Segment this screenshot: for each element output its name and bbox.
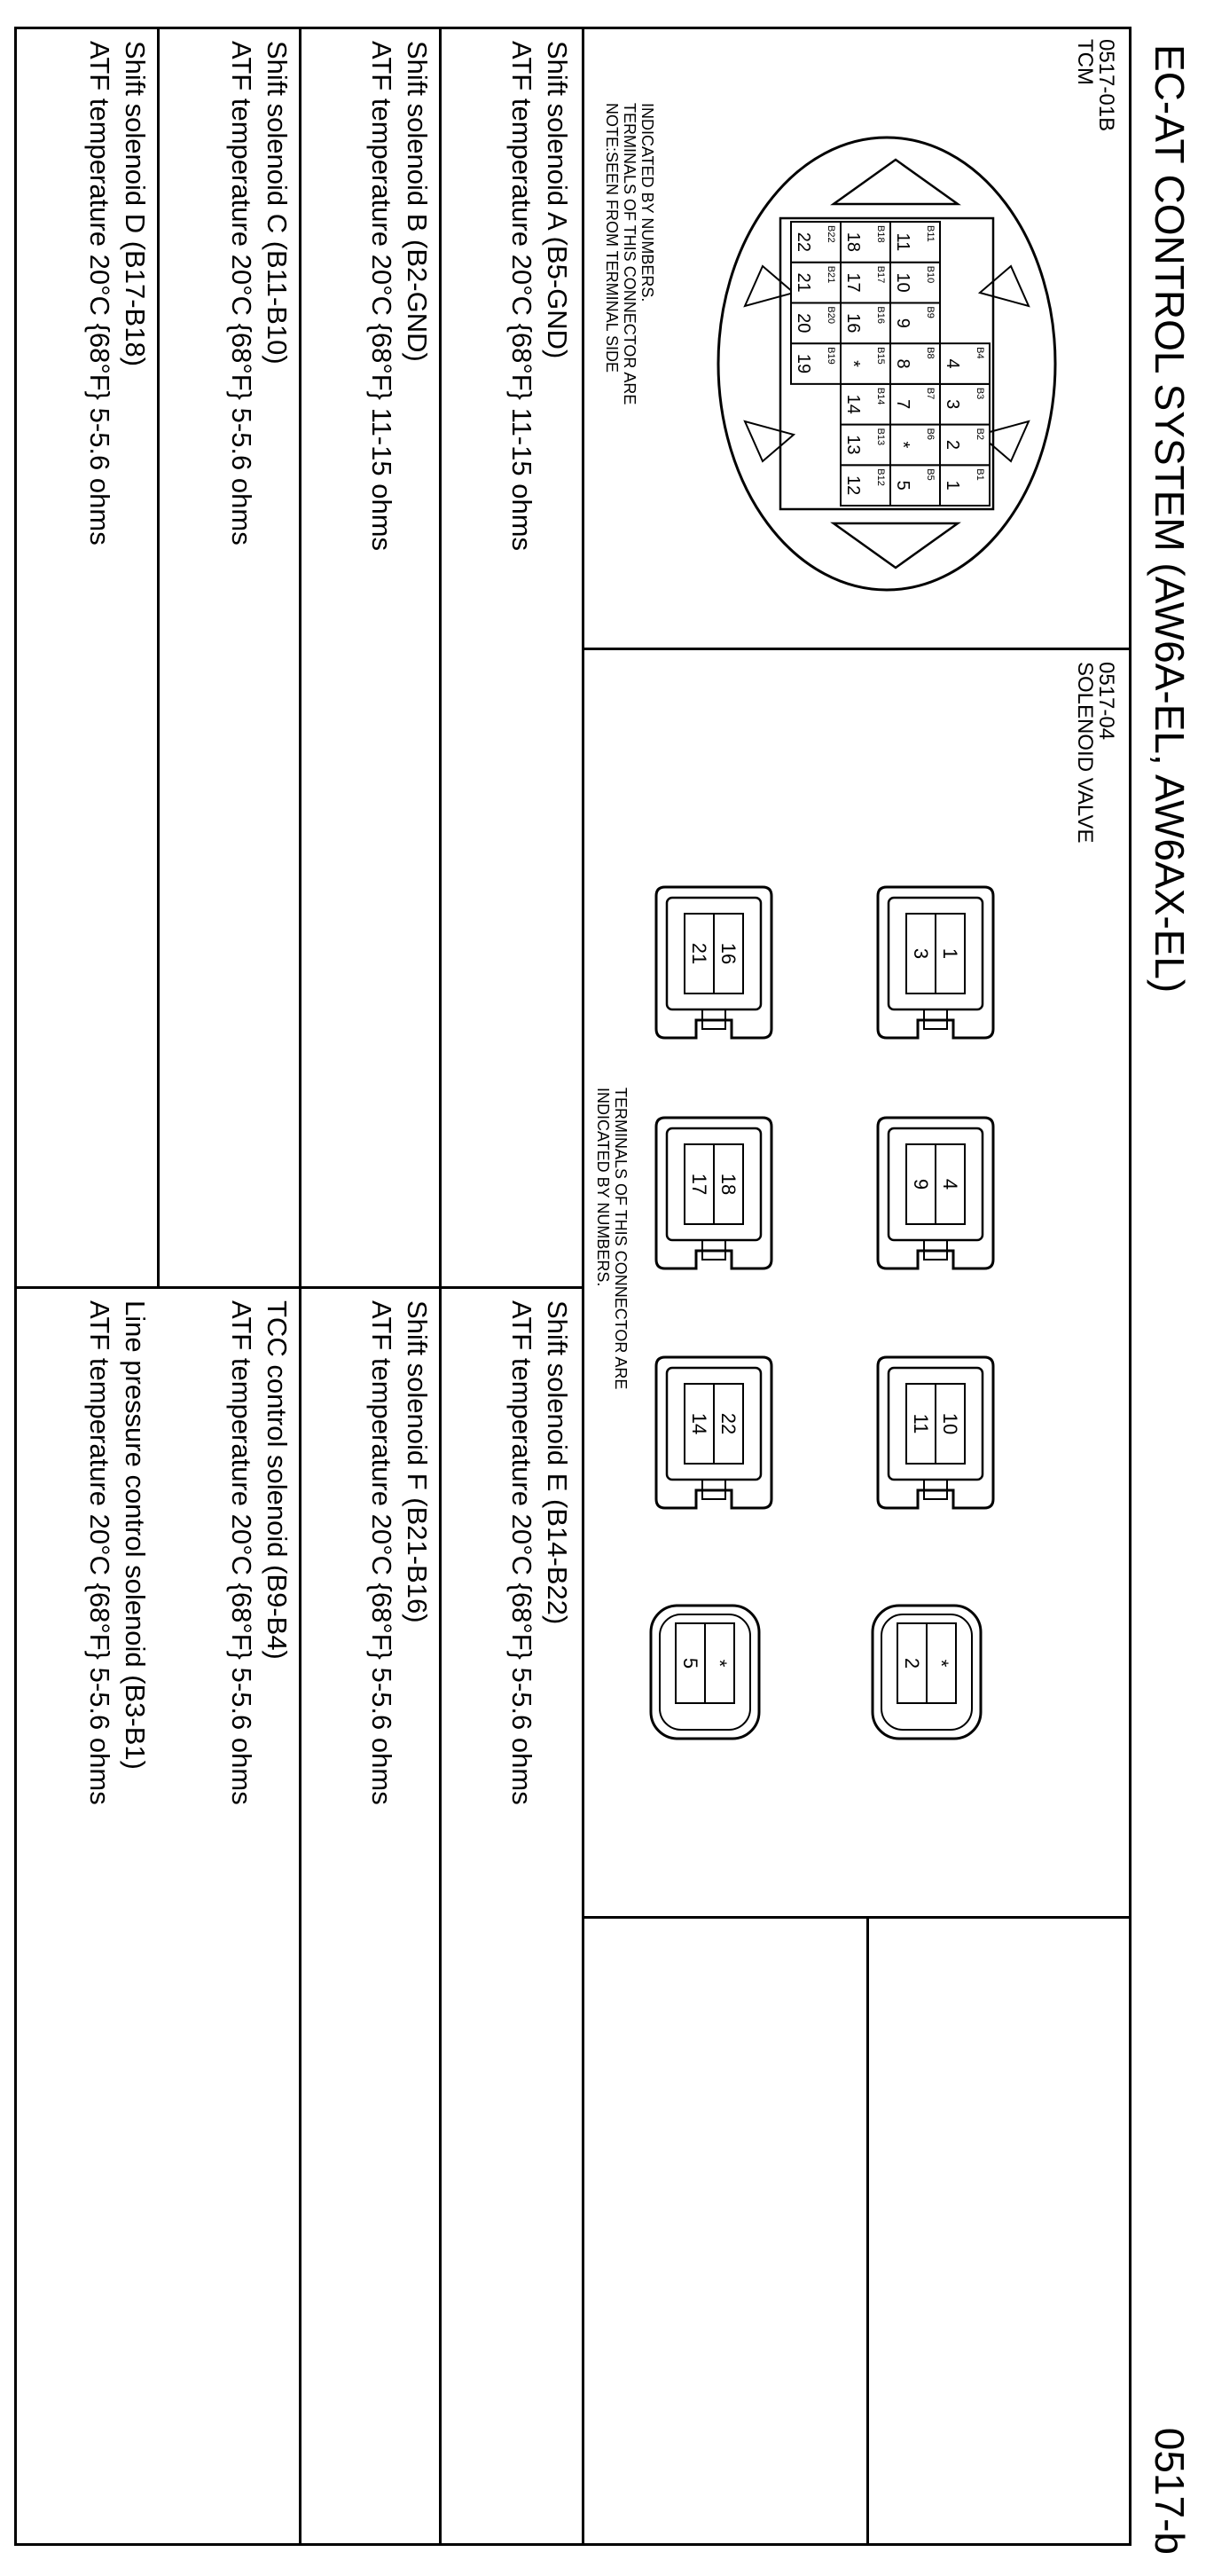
tcm-left-key xyxy=(834,160,958,204)
solenoid-terminal-left-5: 10 xyxy=(939,1412,961,1435)
spec-f-line1: Shift solenoid F (B21-B16) xyxy=(402,1300,433,1623)
tcm-bottom-left-key xyxy=(745,266,794,306)
spec-table-column-divider xyxy=(14,1286,582,1289)
tcm-terminal-label-bot-0: B19 xyxy=(826,347,836,365)
tcm-terminal-label-r2-2: B14 xyxy=(875,387,886,405)
tcm-terminal-number-r2-5: 17 xyxy=(843,272,863,293)
solenoid-connector-7 xyxy=(860,1588,993,1756)
solenoid-terminal-left-2: 16 xyxy=(717,942,740,965)
solenoid-terminal-right-3: 9 xyxy=(910,1178,932,1190)
divider-solenoid-empty xyxy=(582,1916,1132,1919)
spec-lp-line2: ATF temperature 20°C {68°F} 5-5.6 ohms xyxy=(84,1300,115,1805)
solenoid-connector-name: SOLENOID VALVE xyxy=(1073,662,1097,844)
tcm-connector-code: 0517-01B xyxy=(1094,39,1118,132)
tcm-terminal-number-r2-0: 12 xyxy=(843,475,863,496)
tcm-terminal-label-top-2: B3 xyxy=(975,387,985,400)
tcm-terminal-number-r1-6: 11 xyxy=(893,232,912,252)
tcm-right-key xyxy=(834,523,958,568)
solenoid-connector-4 xyxy=(647,1109,780,1277)
tcm-terminal-label-r2-0: B12 xyxy=(875,468,886,486)
solenoid-connector-3 xyxy=(869,1109,1002,1277)
spec-a-line1: Shift solenoid A (B5-GND) xyxy=(542,41,573,359)
solenoid-terminal-right-8: 5 xyxy=(679,1657,701,1669)
tcm-terminal-number-r2-4: 16 xyxy=(843,313,863,334)
tcm-terminal-label-r2-3: B15 xyxy=(875,347,886,365)
solenoid-terminal-left-3: 4 xyxy=(939,1178,961,1190)
spec-e-line2: ATF temperature 20°C {68°F} 5-5.6 ohms xyxy=(506,1300,537,1805)
tcm-terminal-label-r2-1: B13 xyxy=(875,428,886,446)
tcm-terminal-label-r1-0: B5 xyxy=(925,468,936,481)
tcm-terminal-label-top-0: B1 xyxy=(975,468,985,481)
solenoid-connector-1 xyxy=(869,878,1002,1047)
solenoid-connector-6 xyxy=(647,1348,780,1517)
spec-f-line2: ATF temperature 20°C {68°F} 5-5.6 ohms xyxy=(366,1300,397,1805)
tcm-note-line1: TERMINALS OF THIS CONNECTOR ARE xyxy=(621,103,638,405)
solenoid-terminal-right-4: 17 xyxy=(688,1173,710,1196)
spec-row-divider-1 xyxy=(439,27,442,2546)
tcm-terminal-label-r2-5: B17 xyxy=(875,265,886,284)
spec-b-line2: ATF temperature 20°C {68°F} 11-15 ohms xyxy=(366,41,397,552)
tcm-terminal-label-r1-5: B10 xyxy=(925,265,936,284)
solenoid-terminal-left-1: 1 xyxy=(939,947,961,960)
divider-empty-cells xyxy=(866,1916,869,2546)
tcm-terminal-number-bot-1: 20 xyxy=(794,313,813,334)
tcm-terminal-number-top-1: 2 xyxy=(943,439,962,450)
spec-e-line1: Shift solenoid E (B14-B22) xyxy=(542,1300,573,1625)
solenoid-terminal-left-6: 22 xyxy=(717,1412,740,1435)
spec-row-divider-3 xyxy=(157,27,160,1286)
tcm-terminal-number-r1-1: * xyxy=(893,441,912,449)
tcm-terminal-number-r2-2: 14 xyxy=(843,394,863,414)
tcm-terminal-label-bot-1: B20 xyxy=(826,306,836,325)
divider-tcm-solenoid xyxy=(582,648,1132,650)
spec-lp-line1: Line pressure control solenoid (B3-B1) xyxy=(120,1300,151,1770)
tcm-terminal-number-r2-1: 13 xyxy=(843,435,863,455)
spec-b-line1: Shift solenoid B (B2-GND) xyxy=(402,41,433,362)
spec-c-line1: Shift solenoid C (B11-B10) xyxy=(262,41,293,365)
tcm-terminal-label-top-3: B4 xyxy=(975,347,985,359)
solenoid-terminal-left-7: * xyxy=(930,1659,952,1668)
tcm-bottom-right-key xyxy=(745,421,794,461)
tcm-terminal-label-r1-3: B8 xyxy=(925,347,936,359)
spec-row-divider-2 xyxy=(299,27,302,2546)
solenoid-terminal-right-5: 11 xyxy=(910,1413,932,1434)
tcm-terminal-label-top-1: B2 xyxy=(975,428,985,441)
tcm-terminal-label-r1-2: B7 xyxy=(925,387,936,400)
tcm-terminal-number-top-0: 1 xyxy=(943,480,962,491)
tcm-terminal-label-r2-6: B18 xyxy=(875,225,886,243)
tcm-terminal-number-r1-3: 8 xyxy=(893,358,912,369)
solenoid-terminal-right-2: 21 xyxy=(688,942,710,965)
tcm-terminal-number-bot-0: 19 xyxy=(794,353,813,374)
spec-c-line2: ATF temperature 20°C {68°F} 5-5.6 ohms xyxy=(226,41,257,546)
tcm-terminal-number-bot-3: 22 xyxy=(794,232,813,252)
tcm-terminal-label-r1-1: B6 xyxy=(925,428,936,441)
tcm-top-left-key xyxy=(980,266,1029,306)
tcm-note-line2: INDICATED BY NUMBERS. xyxy=(638,103,656,302)
tcm-terminal-number-bot-2: 21 xyxy=(794,272,813,293)
solenoid-terminal-right-7: 2 xyxy=(901,1657,923,1669)
tcm-note-line3: NOTE:SEEN FROM TERMINAL SIDE xyxy=(603,103,621,373)
solenoid-terminal-right-6: 14 xyxy=(688,1412,710,1435)
solenoid-terminal-left-8: * xyxy=(709,1659,731,1668)
spec-a-line2: ATF temperature 20°C {68°F} 11-15 ohms xyxy=(506,41,537,552)
solenoid-terminal-right-1: 3 xyxy=(910,947,932,960)
tcm-terminal-number-r1-0: 5 xyxy=(893,480,912,491)
spec-tcc-line2: ATF temperature 20°C {68°F} 5-5.6 ohms xyxy=(226,1300,257,1805)
solenoid-connector-2 xyxy=(647,878,780,1047)
tcm-terminal-label-r2-4: B16 xyxy=(875,306,886,325)
tcm-terminal-number-r1-5: 10 xyxy=(893,272,912,293)
tcm-terminal-label-bot-3: B22 xyxy=(826,225,836,243)
spec-d-line2: ATF temperature 20°C {68°F} 5-5.6 ohms xyxy=(84,41,115,546)
tcm-terminal-number-top-2: 3 xyxy=(943,399,962,410)
solenoid-terminal-left-4: 18 xyxy=(717,1173,740,1196)
tcm-terminal-label-bot-2: B21 xyxy=(826,265,836,284)
solenoid-connector-5 xyxy=(869,1348,1002,1517)
tcm-terminal-cells xyxy=(791,222,990,506)
tcm-terminal-number-r1-2: 7 xyxy=(893,399,912,410)
spec-tcc-line1: TCC control solenoid (B9-B4) xyxy=(262,1300,293,1660)
tcm-terminal-label-r1-4: B9 xyxy=(925,306,936,318)
tcm-terminal-number-r1-4: 9 xyxy=(893,318,912,328)
tcm-connector-name: TCM xyxy=(1073,39,1097,85)
spec-d-line1: Shift solenoid D (B17-B18) xyxy=(120,41,151,367)
solenoid-note-line2: INDICATED BY NUMBERS. xyxy=(594,1088,612,1287)
solenoid-connector-code: 0517-04 xyxy=(1094,662,1118,741)
page-title: EC-AT CONTROL SYSTEM (AW6A-EL, AW6AX-EL) xyxy=(1147,44,1193,993)
tcm-connector-diagram xyxy=(709,133,1064,594)
tcm-terminal-number-r2-3: * xyxy=(843,360,863,367)
solenoid-connector-8 xyxy=(638,1588,771,1756)
tcm-terminal-label-r1-6: B11 xyxy=(925,225,936,242)
tcm-terminal-number-r2-6: 18 xyxy=(843,232,863,252)
solenoid-note-line1: TERMINALS OF THIS CONNECTOR ARE xyxy=(612,1088,630,1390)
page-code: 0517-b xyxy=(1147,2427,1193,2555)
tcm-terminal-number-top-3: 4 xyxy=(943,358,962,369)
